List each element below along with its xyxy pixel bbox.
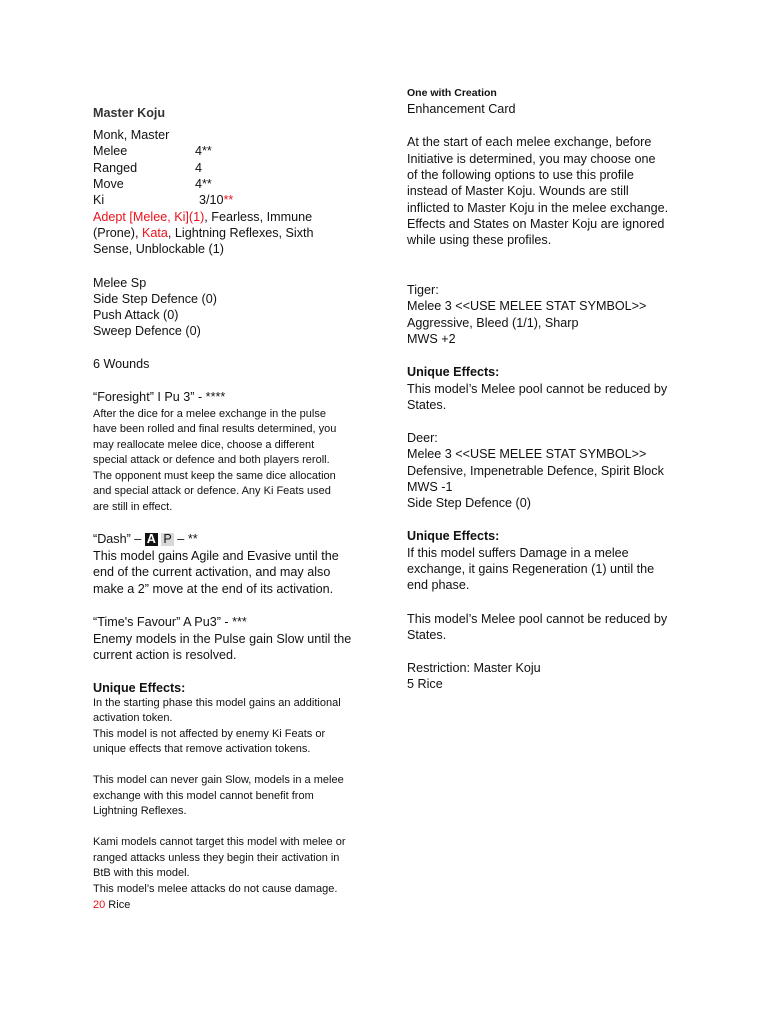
profile-text: Melee 3 <<USE MELEE STAT SYMBOL>> <box>407 299 647 313</box>
card-text: Effects and States on Master Koju are ignored <box>407 217 665 231</box>
profile-text: MWS -1 <box>407 480 453 494</box>
unique-effect-text: States. <box>407 628 447 642</box>
card-text: inflicted to Master Koju in the melee exchange. <box>407 201 669 215</box>
stat-label: Melee <box>93 144 128 158</box>
feat-text: make a 2” move at the end of its activation. <box>93 582 334 596</box>
stat-value: 4 <box>195 161 203 175</box>
feat-text: After the dice for a melee exchange in the pulse <box>93 408 326 420</box>
card-cost: 5 Rice <box>407 677 443 691</box>
profile-text: MWS +2 <box>407 332 456 346</box>
profile-text: Side Step Defence (0) <box>407 496 531 510</box>
unique-effects-title: Unique Effects: <box>407 529 500 543</box>
profile-text: Melee 3 <<USE MELEE STAT SYMBOL>> <box>407 447 647 461</box>
feat-title: “Time's Favour” A Pu3” - *** <box>93 615 247 629</box>
card-title: One with Creation <box>407 87 497 99</box>
stat-value-ki <box>199 192 233 208</box>
unique-effect-text: exchange, it gains Regeneration (1) until the <box>407 562 655 576</box>
card-text: At the start of each melee exchange, before <box>407 135 652 149</box>
unique-effect-text: unique effects that remove activation tokens. <box>93 743 311 755</box>
unique-effect-text: BtB with this model. <box>93 867 190 879</box>
unique-effect-text: This model’s Melee pool cannot be reduced by <box>407 382 668 396</box>
profile-name-deer: Deer: <box>407 431 438 445</box>
card-type: Enhancement Card <box>407 102 516 116</box>
character-class: Monk, Master <box>93 128 170 142</box>
character-cost <box>93 898 130 914</box>
unique-effect-text: In the starting phase this model gains an additional <box>93 697 341 709</box>
feat-text: special attack or defence and both players reroll. <box>93 454 330 466</box>
cost-number: 20 <box>93 899 106 911</box>
wounds: 6 Wounds <box>93 357 150 371</box>
melee-header: Melee Sp <box>93 276 147 290</box>
stat-label: Ranged <box>93 161 138 175</box>
abilities-text: , Lightning Reflexes, Sixth <box>167 226 314 240</box>
feat-text: may reallocate melee dice, choose a different <box>93 439 315 451</box>
feat-title-text: “Dash” – <box>93 532 145 546</box>
feat-text: and special attack or defence. Any Ki Feats used <box>93 485 331 497</box>
ki-value: 3/10 <box>199 193 224 207</box>
feat-text: have been rolled and final results determined, you <box>93 423 337 435</box>
cost-unit: Rice <box>105 899 131 911</box>
unique-effect-text: ranged attacks unless they begin their activation in <box>93 852 340 864</box>
abilities-line <box>93 209 312 225</box>
feat-title-text: – ** <box>173 532 198 546</box>
feat-text: end of the current activation, and may also <box>93 565 331 579</box>
ki-stars: ** <box>223 193 234 207</box>
melee-move: Push Attack (0) <box>93 308 179 322</box>
card-text: of the following options to use this profile <box>407 168 634 182</box>
stat-value: 4** <box>195 144 212 158</box>
abilities-text: (Prone), <box>93 226 142 240</box>
melee-move: Side Step Defence (0) <box>93 292 217 306</box>
feat-text: This model gains Agile and Evasive until the <box>93 549 339 563</box>
unique-effect-text: This model’s Melee pool cannot be reduced by <box>407 612 668 626</box>
unique-effect-text: Kami models cannot target this model with melee or <box>93 836 346 848</box>
stat-value: 4** <box>195 177 212 191</box>
feat-text: Enemy models in the Pulse gain Slow until the <box>93 632 352 646</box>
stat-label: Ki <box>93 193 105 207</box>
ability-kata: Kata <box>142 226 168 240</box>
unique-effect-text: This model can never gain Slow, models in a melee <box>93 774 344 786</box>
feat-text: current action is resolved. <box>93 648 237 662</box>
unique-effect-text: activation token. <box>93 712 173 724</box>
feat-text: The opponent must keep the same dice allocation <box>93 470 336 482</box>
unique-effects-title: Unique Effects: <box>93 681 186 695</box>
feat-text: are still in effect. <box>93 501 173 513</box>
card-text: instead of Master Koju. Wounds are still <box>407 184 629 198</box>
abilities-line <box>93 225 314 241</box>
feat-title: “Foresight” I Pu 3” - **** <box>93 390 226 404</box>
pulse-symbol: P <box>163 532 172 546</box>
profile-name-tiger: Tiger: <box>407 283 439 297</box>
card-text: Initiative is determined, you may choose one <box>407 152 656 166</box>
unique-effects-title: Unique Effects: <box>407 365 500 379</box>
profile-text: Aggressive, Bleed (1/1), Sharp <box>407 316 579 330</box>
stat-label: Move <box>93 177 124 191</box>
unique-effect-text: Lightning Reflexes. <box>93 805 187 817</box>
unique-effect-text: This model’s melee attacks do not cause damage. <box>93 883 338 895</box>
card-text: while using these profiles. <box>407 233 552 247</box>
unique-effect-text: end phase. <box>407 578 470 592</box>
ability-adept: Adept [Melee, Ki](1) <box>93 210 205 224</box>
melee-move: Sweep Defence (0) <box>93 324 201 338</box>
feat-title <box>93 531 198 547</box>
character-title: Master Koju <box>93 106 166 120</box>
unique-effect-text: States. <box>407 398 447 412</box>
unique-effect-text: exchange with this model cannot benefit from <box>93 790 314 802</box>
abilities-line: Sense, Unblockable (1) <box>93 242 224 256</box>
abilities-text: , Fearless, Immune <box>204 210 313 224</box>
restriction: Restriction: Master Koju <box>407 661 541 675</box>
unique-effect-text: If this model suffers Damage in a melee <box>407 546 629 560</box>
action-symbol: A <box>146 532 156 546</box>
profile-text: Defensive, Impenetrable Defence, Spirit Block <box>407 464 664 478</box>
unique-effect-text: This model is not affected by enemy Ki Feats or <box>93 728 326 740</box>
